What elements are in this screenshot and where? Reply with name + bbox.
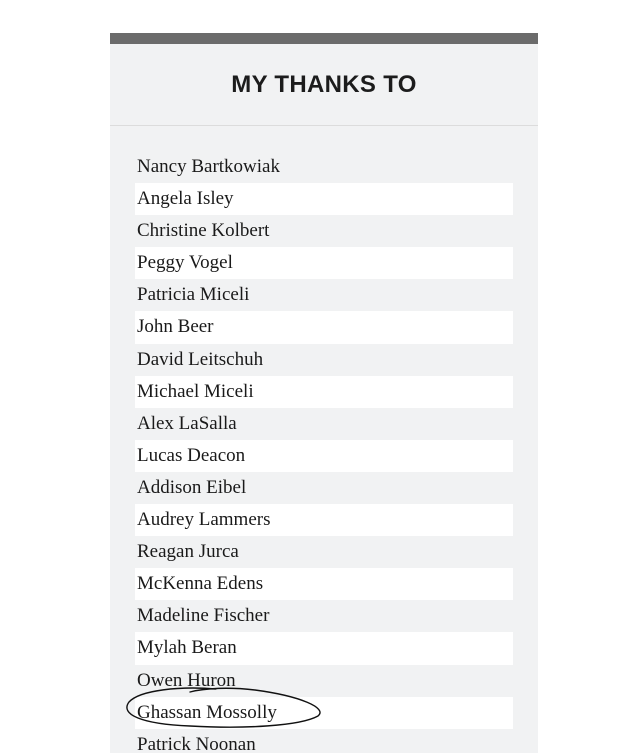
list-item: Mylah Beran	[135, 632, 513, 664]
list-item: John Beer	[135, 311, 513, 343]
list-item: Addison Eibel	[135, 472, 513, 504]
list-item: Nancy Bartkowiak	[135, 151, 513, 183]
list-item: McKenna Edens	[135, 568, 513, 600]
list-item-circled: Ghassan Mossolly	[135, 697, 513, 729]
list-item: Patrick Noonan	[135, 729, 513, 753]
list-item: Michael Miceli	[135, 376, 513, 408]
list-item: David Leitschuh	[135, 344, 513, 376]
list-item: Alex LaSalla	[135, 408, 513, 440]
list-item: Lucas Deacon	[135, 440, 513, 472]
panel-header	[110, 44, 538, 126]
list-item: Christine Kolbert	[135, 215, 513, 247]
list-item: Owen Huron	[135, 665, 513, 697]
list-item: Angela Isley	[135, 183, 513, 215]
thanks-panel	[110, 33, 538, 753]
list-item: Peggy Vogel	[135, 247, 513, 279]
name-list	[135, 151, 513, 753]
list-item: Madeline Fischer	[135, 600, 513, 632]
panel-top-bar	[110, 33, 538, 44]
list-item: Audrey Lammers	[135, 504, 513, 536]
panel-title: MY THANKS TO	[231, 70, 417, 98]
list-item: Reagan Jurca	[135, 536, 513, 568]
list-item: Patricia Miceli	[135, 279, 513, 311]
